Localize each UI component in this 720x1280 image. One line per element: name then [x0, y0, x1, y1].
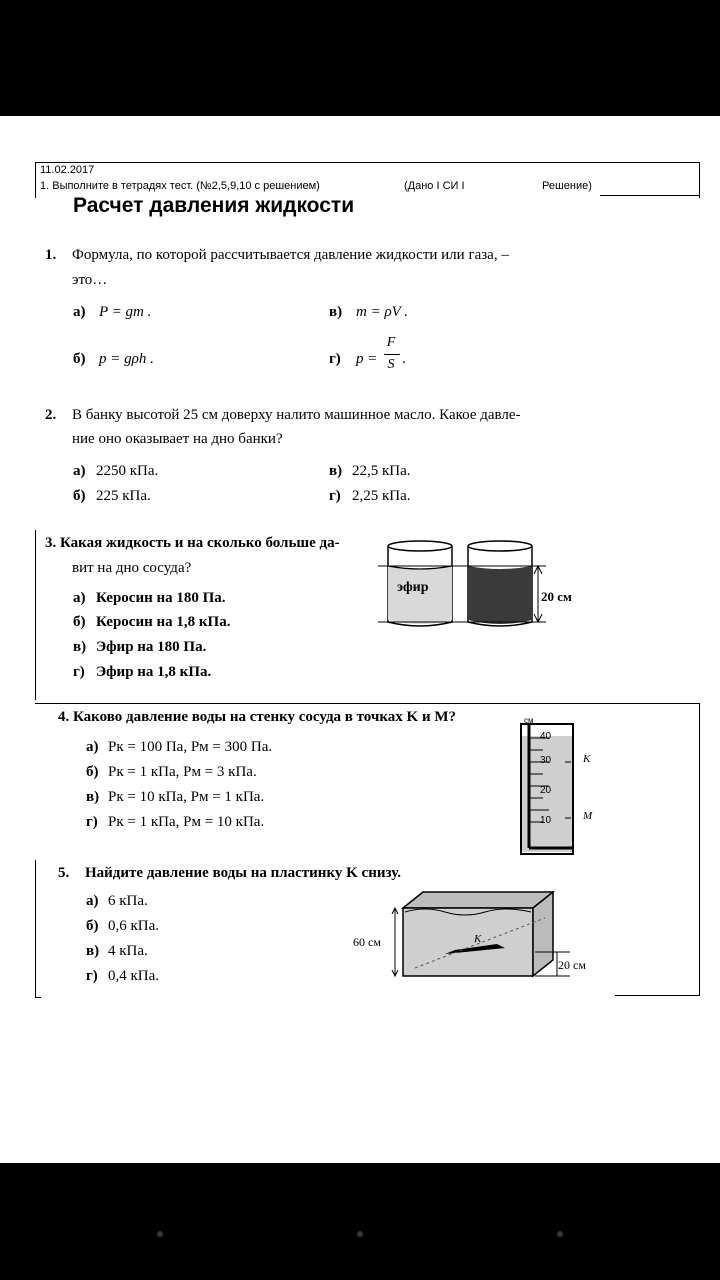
q1-b-formula: p = gρh . — [99, 351, 154, 367]
q3-ether-label: эфир — [397, 580, 429, 595]
q3-v-label: в) — [73, 639, 87, 655]
status-bar-area — [0, 0, 720, 116]
q5-text: Найдите давление воды на пластинку K снизу. — [85, 865, 401, 881]
q1-g-end: . — [402, 351, 406, 367]
q2-text-line1: В банку высотой 25 см доверху налито машинное масло. Какое давле- — [72, 407, 521, 423]
q1-text-line1: Формула, по которой рассчитывается давление жидкости или газа, – — [72, 247, 509, 263]
navigation-bar — [0, 1163, 720, 1280]
q1-g-formula-left: p = — [356, 351, 378, 367]
q2-g-label: г) — [329, 488, 341, 504]
q4-v-label: в) — [86, 789, 100, 805]
q1-g-fraction-bar — [384, 354, 400, 355]
q2-b-label: б) — [73, 488, 86, 504]
q5-v: 4 кПа. — [108, 943, 148, 959]
q3-a: Керосин на 180 Па. — [96, 590, 226, 606]
q2-v: 22,5 кПа. — [352, 463, 411, 479]
q2-text-line2: ние оно оказывает на дно банки? — [72, 431, 283, 447]
q4-text: 4. Каково давление воды на стенку сосуда в точках K и M? — [58, 709, 457, 725]
header-left-line — [35, 162, 36, 198]
q5-v-label: в) — [86, 943, 100, 959]
q4-a-label: а) — [86, 739, 99, 755]
q2-number: 2. — [45, 407, 57, 423]
q5-g: 0,4 кПа. — [108, 968, 160, 984]
q1-g-numerator: F — [386, 335, 396, 350]
q5-height-label: 20 см — [558, 958, 586, 972]
nav-dot-left[interactable] — [157, 1231, 163, 1237]
q1-number: 1. — [45, 247, 57, 263]
q1-v-label: в) — [329, 304, 343, 320]
q4-right-line — [699, 703, 700, 996]
header-instruction: 1. Выполните в тетрадях тест. (№2,5,9,10 с решением) — [40, 180, 320, 192]
q4-tick-30: 30 — [540, 755, 552, 766]
q4-v: Pк = 10 кПа, Pм = 1 кПа. — [108, 789, 265, 805]
q4-unit-label: см — [524, 716, 534, 725]
q1-text-line2: это… — [72, 272, 108, 288]
q4-g: Pк = 1 кПа, Pм = 10 кПа. — [108, 814, 265, 830]
q4-tick-20: 20 — [540, 785, 552, 796]
q4-tick-40: 40 — [540, 731, 552, 742]
q5-number: 5. — [58, 865, 70, 881]
q3-g-label: г) — [73, 664, 85, 680]
header-bottom-line — [600, 195, 700, 196]
q1-g-label: г) — [329, 351, 341, 367]
q4-tick-10: 10 — [540, 815, 552, 826]
q1-v-formula: m = ρV . — [356, 304, 409, 320]
header-right-line — [699, 162, 700, 198]
q4-b-label: б) — [86, 764, 99, 780]
q5-bottom-line — [615, 995, 700, 996]
q3-a-label: а) — [73, 590, 86, 606]
q4-g-label: г) — [86, 814, 98, 830]
header-top-line — [35, 162, 700, 163]
q5-a-label: а) — [86, 893, 99, 909]
header-given: (Дано I СИ I — [404, 180, 465, 192]
page-title: Расчет давления жидкости — [73, 194, 355, 217]
q5-corner-line — [35, 997, 41, 998]
nav-dot-right[interactable] — [557, 1231, 563, 1237]
q5-b-label: б) — [86, 918, 99, 934]
q1-g-denominator: S — [387, 357, 395, 372]
q2-a-label: а) — [73, 463, 86, 479]
q5-b: 0,6 кПа. — [108, 918, 160, 934]
q4-point-m: M — [583, 810, 593, 822]
q2-a: 2250 кПа. — [96, 463, 159, 479]
q5-g-label: г) — [86, 968, 98, 984]
q3-text-line1: 3. Какая жидкость и на сколько больше да- — [45, 535, 340, 551]
q5-depth-label: 60 см — [353, 935, 381, 949]
q2-g: 2,25 кПа. — [352, 488, 411, 504]
q3-v: Эфир на 180 Па. — [96, 639, 207, 655]
q3-height-label: 20 см — [541, 589, 572, 604]
q3-g: Эфир на 1,8 кПа. — [96, 664, 212, 680]
q3-left-line — [35, 530, 36, 700]
nav-dot-center[interactable] — [357, 1231, 363, 1237]
q3-b-label: б) — [73, 614, 86, 630]
q4-b: Pк = 1 кПа, Pм = 3 кПа. — [108, 764, 257, 780]
q5-plate-k: K — [474, 933, 482, 945]
q1-a-formula: P = gm . — [99, 304, 152, 320]
kerosene-vessel — [468, 541, 532, 626]
q5-left-line — [35, 860, 36, 998]
q3-text-line2: вит на дно сосуда? — [72, 560, 192, 576]
q4-top-line — [35, 703, 700, 704]
q1-a-label: а) — [73, 304, 86, 320]
q4-point-k: K — [583, 753, 591, 765]
q1-b-label: б) — [73, 351, 86, 367]
header-date: 11.02.2017 — [40, 164, 95, 176]
q5-tank-figure — [385, 888, 585, 988]
header-solution: Решение) — [542, 180, 592, 192]
q2-b: 225 кПа. — [96, 488, 151, 504]
q4-a: Pк = 100 Па, Pм = 300 Па. — [108, 739, 273, 755]
q3-b: Керосин на 1,8 кПа. — [96, 614, 231, 630]
q2-v-label: в) — [329, 463, 343, 479]
q5-a: 6 кПа. — [108, 893, 148, 909]
